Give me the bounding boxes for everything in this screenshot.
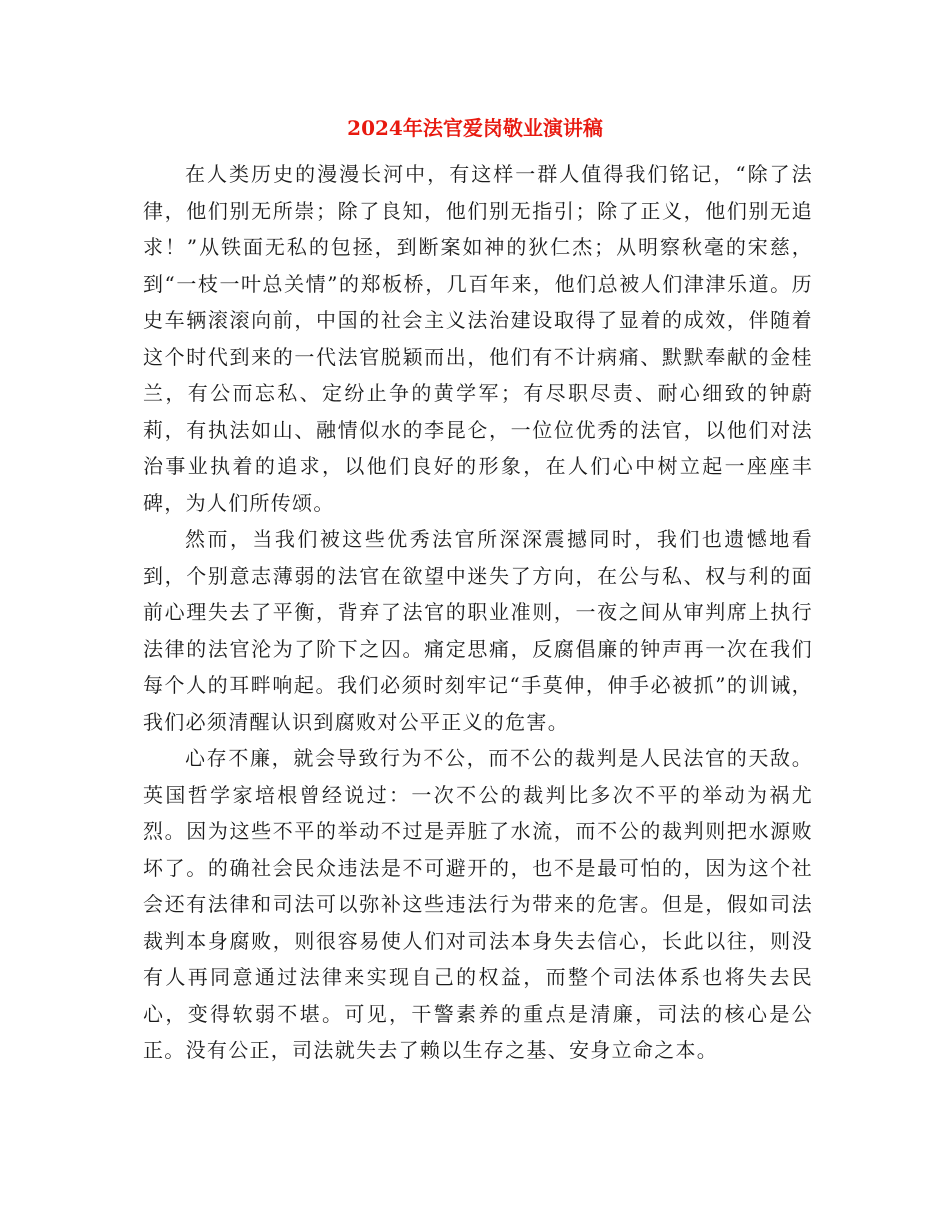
document-title: 2024年法官爱岗敬业演讲稿	[347, 116, 603, 140]
paragraph-2: 然而，当我们被这些优秀法官所深深震撼同时，我们也遗憾地看到，个别意志薄弱的法官在欲望中迷失了方向，在公与私、权与利的面前心理失去了平衡，背弃了法官的职业准则，一夜之间从审判席上执行法律的法官沦为了阶下之囚。痛定思痛，反腐倡廉的钟声再一次在我们每个人的耳畔响起。我们必须时刻牢记“手莫伸，伸手必被抓”的训诫，我们必须清醒认识到腐败对公平正义的危害。	[143, 527, 813, 734]
paragraph-3: 心存不廉，就会导致行为不公，而不公的裁判是人民法官的天敌。英国哲学家培根曾经说过：一次不公的裁判比多次不平的举动为祸尤烈。因为这些不平的举动不过是弄脏了水流，而不公的裁判则把水源败坏了。的确社会民众违法是不可避开的，也不是最可怕的，因为这个社会还有法律和司法可以弥补这些违法行为带来的危害。但是，假如司法裁判本身腐败，则很容易使人们对司法本身失去信心，长此以往，则没有人再同意通过法律来实现自己的权益，而整个司法体系也将失去民心，变得软弱不堪。可见，干警素养的重点是清廉，司法的核心是公正。没有公正，司法就失去了赖以生存之基、安身立命之本。	[143, 746, 813, 1062]
paragraph-1: 在人类历史的漫漫长河中，有这样一群人值得我们铭记，“除了法律，他们别无所崇；除了良知，他们别无指引；除了正义，他们别无追求！”从铁面无私的包拯，到断案如神的狄仁杰；从明察秋毫的宋慈，到“一枝一叶总关情”的郑板桥，几百年来，他们总被人们津津乐道。历史车辆滚滚向前，中国的社会主义法治建设取得了显着的成效，伴随着这个时代到来的一代法官脱颖而出，他们有不计病痛、默默奉献的金桂兰，有公而忘私、定纷止争的黄学军；有尽职尽责、耐心细致的钟蔚莉，有执法如山、融情似水的李昆仑，一位位优秀的法官，以他们对法治事业执着的追求，以他们良好的形象，在人们心中树立起一座座丰碑，为人们所传颂。	[143, 162, 813, 515]
document-body	[143, 156, 813, 1069]
